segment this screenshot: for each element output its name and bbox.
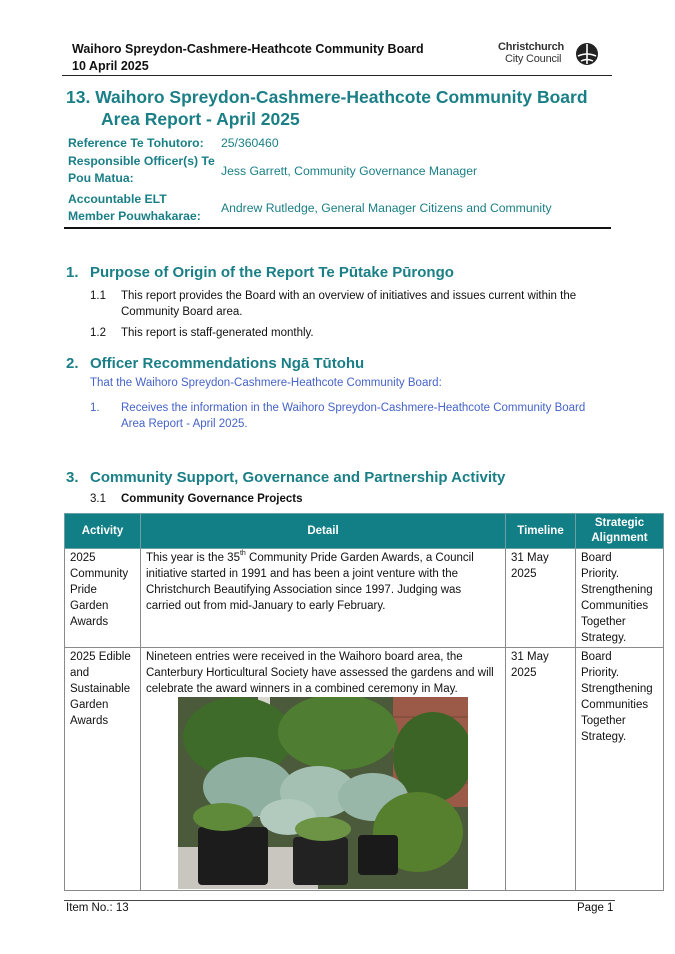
header-rule xyxy=(62,75,612,76)
footer-rule xyxy=(64,900,615,901)
council-logo xyxy=(497,41,601,69)
footer-page-number: Page 1 xyxy=(577,902,614,914)
cell-strategic: Board Priority. Strengthening Communities Together Strategy. xyxy=(576,549,664,648)
cell-timeline: 31 May 2025 xyxy=(506,648,576,891)
document-header xyxy=(72,41,424,75)
logo-line1: Christchurch xyxy=(498,41,565,53)
col-header-detail: Detail xyxy=(141,514,506,549)
recommendation-1-text: Receives the information in the Waihoro Spreydon-Cashmere-Heathcote Community Board Area Report - April 2025. xyxy=(121,402,586,430)
meta-rule xyxy=(64,227,611,229)
meta-reference-label: Reference Te Tohutoro: xyxy=(68,136,204,150)
section-2-heading: 2. Officer Recommendations Ngā Tūtohu xyxy=(66,355,365,372)
report-title-line2: Area Report - April 2025 xyxy=(101,109,300,129)
logo-line2: City Council xyxy=(505,53,562,65)
header-date: 10 April 2025 xyxy=(72,59,149,73)
subsection-3-1-heading: Community Governance Projects xyxy=(121,493,303,505)
cell-activity: 2025 Edible and Sustainable Garden Awards xyxy=(65,648,141,891)
meta-elt-value: Andrew Rutledge, General Manager Citizens and Community xyxy=(221,201,552,215)
section-3-heading: 3. Community Support, Governance and Partnership Activity xyxy=(66,469,506,486)
governance-projects-table xyxy=(64,513,664,891)
col-header-timeline: Timeline xyxy=(506,514,576,549)
section-1-heading: 1. Purpose of Origin of the Report Te Pūtake Pūrongo xyxy=(66,264,454,281)
recommendation-intro: That the Waihoro Spreydon-Cashmere-Heathcote Community Board: xyxy=(90,377,442,389)
cell-strategic: Board Priority. Strengthening Communities Together Strategy. xyxy=(576,648,664,891)
report-title xyxy=(66,86,606,130)
header-board-name: Waihoro Spreydon-Cashmere-Heathcote Community Board xyxy=(72,42,424,56)
meta-officer-value: Jess Garrett, Community Governance Manager xyxy=(221,164,478,178)
report-title-line1: 13. Waihoro Spreydon-Cashmere-Heathcote Community Board xyxy=(66,87,588,107)
item-1-2-text: This report is staff-generated monthly. xyxy=(121,327,314,339)
cell-detail: Nineteen entries were received in the Waihoro board area, the Canterbury Horticultural Society have assessed the gardens and will celebrate the award winners in a combined ceremony in May. xyxy=(141,648,506,891)
table-row xyxy=(65,648,664,891)
council-emblem-icon xyxy=(575,42,599,66)
item-1-2-number: 1.2 xyxy=(90,327,106,339)
cell-activity: 2025 Community Pride Garden Awards xyxy=(65,549,141,648)
recommendation-1-number: 1. xyxy=(90,402,100,414)
col-header-strategic: Strategic Alignment xyxy=(576,514,664,549)
item-1-1-number: 1.1 xyxy=(90,290,106,302)
meta-officer-label: Responsible Officer(s) Te Pou Matua: xyxy=(68,154,215,185)
subsection-3-1-number: 3.1 xyxy=(90,493,106,505)
garden-photo xyxy=(178,697,468,889)
meta-elt-label: Accountable ELT Member Pouwhakarae: xyxy=(68,192,201,223)
item-1-1-text: This report provides the Board with an overview of initiatives and issues current within the Community Board area. xyxy=(121,290,577,318)
col-header-activity: Activity xyxy=(65,514,141,549)
table-row xyxy=(65,549,664,648)
cell-timeline: 31 May 2025 xyxy=(506,549,576,648)
footer-item-number: Item No.: 13 xyxy=(66,902,129,914)
meta-reference-value: 25/360460 xyxy=(221,136,279,150)
cell-detail: This year is the 35th Community Pride Garden Awards, a Council initiative started in 1991 and has been a joint venture with the Christchurch Beautifying Association since 1997. Judging was carried out from mid-January to early February. xyxy=(141,549,506,648)
